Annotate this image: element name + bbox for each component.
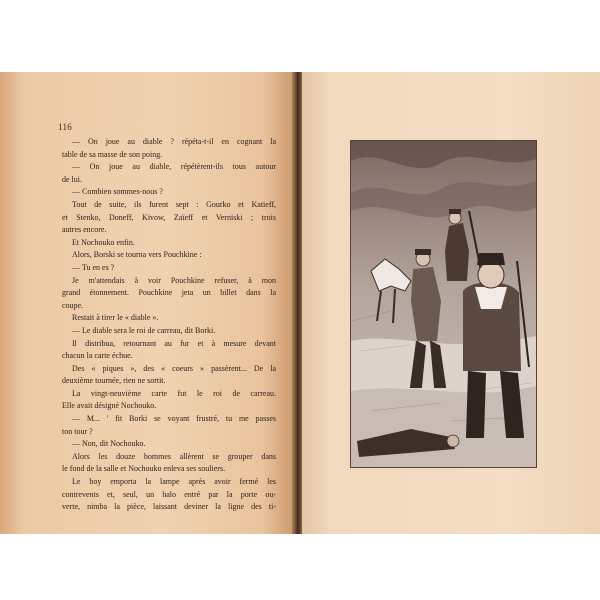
text-line: Il distribua, retournant au fur et à mesure devant: [72, 338, 276, 348]
left-page: [0, 72, 298, 534]
text-line: La vingt-neuvième carte fut le roi de carreau.: [72, 388, 276, 398]
text-line: — On joue au diable ? répéta-t-il en cognant la: [72, 137, 276, 146]
body-text: [62, 136, 276, 514]
text-line: Tout de suite, ils furent sept : Gourko et Katieff,: [72, 199, 276, 209]
text-line: — Le diable sera le roi de carreau, dit Borki.: [72, 325, 216, 335]
text-line: contrevents et, seul, un halo entré par la porte ou-: [62, 489, 276, 499]
text-line: Alors les douze hommes allèrent se grouper dans: [72, 451, 276, 461]
text-line: et Stenko, Doneff, Kivow, Zaïeff et Verniski ; trois: [62, 212, 276, 222]
text-line: — Tu en es ?: [72, 262, 115, 272]
text-line: Et Nochouko enfin.: [72, 237, 135, 247]
illustration-drawing: [351, 141, 536, 467]
text-line: Elle avait désigné Nochouko.: [62, 401, 157, 411]
text-line: autres encore.: [62, 225, 107, 235]
text-line: deuxième tournée, rien ne sortit.: [62, 376, 166, 386]
text-line: verte, nimba la pièce, laissant deviner la ligne des ti-: [62, 502, 276, 512]
text-line: — Combien sommes-nous ?: [72, 187, 163, 197]
text-line: Le boy emporta la lampe après avoir fermé les: [72, 477, 276, 487]
text-line: chacun la carte échue.: [62, 351, 133, 361]
text-line: grand étonnement. Pouchkine jeta un billet dans la: [62, 288, 276, 298]
text-line: le fond de la salle et Nochouko enleva ses souliers.: [62, 464, 226, 474]
text-line: de lui.: [62, 174, 82, 184]
book-gutter: [292, 72, 302, 534]
text-line: Des « piques », des « coeurs » passèrent... De la: [72, 363, 276, 373]
text-line: — M... ' fit Borki se voyant frustré, tu me passes: [72, 414, 276, 424]
text-line: — On joue au diable, répétèrent-ils tous autour: [72, 162, 276, 172]
text-line: Alors, Borski se tourna vers Pouchkine :: [72, 250, 202, 260]
text-line: Je m'attendais à voir Pouchkine refuser, à mon: [72, 275, 276, 285]
text-line: table de sa masse de son poing.: [62, 149, 163, 159]
text-line: — Non, dit Nochouko.: [72, 439, 146, 449]
page-number: 116: [58, 122, 73, 132]
book-spread: [0, 72, 600, 534]
text-line: ton tour ?: [62, 426, 93, 436]
text-line: coupe.: [62, 300, 84, 310]
text-line: Restait à tirer le « diable ».: [72, 313, 159, 323]
illustration-plate: [350, 140, 537, 468]
right-page: [300, 72, 600, 534]
